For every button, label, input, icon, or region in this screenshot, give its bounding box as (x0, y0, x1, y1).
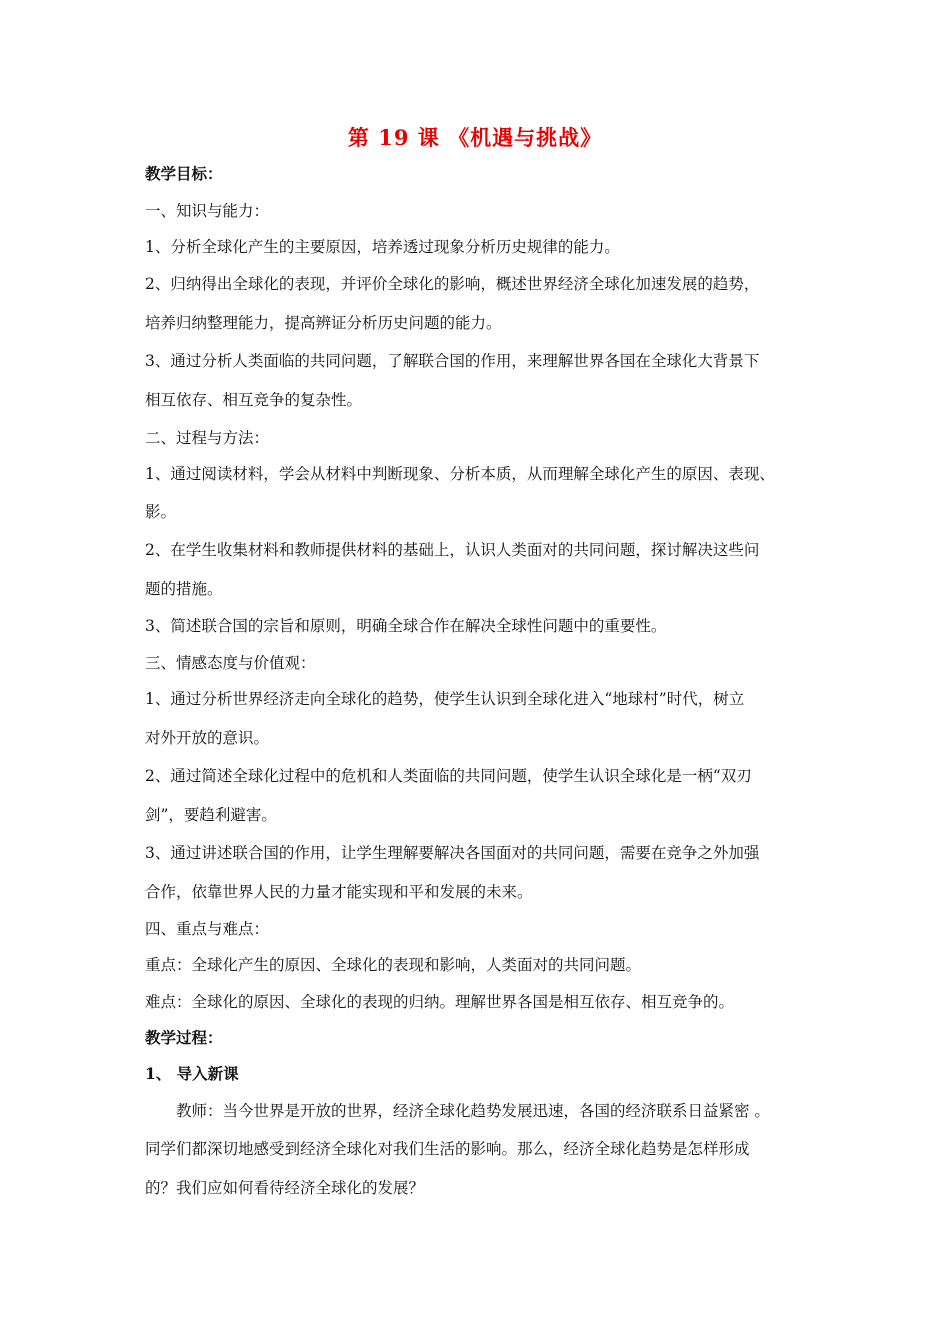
section3-item3-line2: 合作，依靠世界人民的力量才能实现和平和发展的未来。 (145, 883, 533, 901)
section4-heading: 四、重点与难点： (145, 920, 270, 938)
objectives-heading: 教学目标： (145, 164, 223, 183)
section2-item2-line2: 题的措施。 (145, 580, 223, 598)
section2-item1-line1: 1、通过阅读材料，学会从材料中判断现象、分析本质，从而理解全球化产生的原因、表现、 (145, 465, 775, 483)
section1-heading: 一、知识与能力： (145, 202, 270, 220)
section2-item2-line1: 2、在学生收集材料和教师提供材料的基础上，认识人类面对的共同问题，探讨解决这些问 (145, 541, 760, 559)
step1-paragraph-line2: 同学们都深切地感受到经济全球化对我们生活的影响。那么，经济全球化趋势是怎样形成 (145, 1140, 750, 1158)
process-heading: 教学过程： (145, 1028, 223, 1047)
section3-item2-line1: 2、通过简述全球化过程中的危机和人类面临的共同问题，使学生认识全球化是一柄“双刃 (145, 767, 752, 785)
section1-item3-line1: 3、通过分析人类面临的共同问题，了解联合国的作用，来理解世界各国在全球化大背景下 (145, 352, 760, 370)
section3-item2-line2: 剑”，要趋利避害。 (145, 806, 277, 824)
section2-item3: 3、简述联合国的宗旨和原则，明确全球合作在解决全球性问题中的重要性。 (145, 617, 667, 635)
section3-item3-line1: 3、通过讲述联合国的作用，让学生理解要解决各国面对的共同问题，需要在竞争之外加强 (145, 844, 760, 862)
difficult-points: 难点：全球化的原因、全球化的表现的归纳。理解世界各国是相互依存、相互竞争的。 (145, 993, 735, 1011)
step1-heading: 1、 导入新课 (145, 1064, 239, 1083)
section1-item3-line2: 相互依存、相互竞争的复杂性。 (145, 391, 363, 409)
section3-item1-line1: 1、通过分析世界经济走向全球化的趋势，使学生认识到全球化进入“地球村”时代，树立 (145, 690, 745, 708)
step1-paragraph-line3: 的？我们应如何看待经济全球化的发展？ (145, 1179, 425, 1197)
section1-item1: 1、分析全球化产生的主要原因，培养透过现象分析历史规律的能力。 (145, 238, 620, 256)
section2-heading: 二、过程与方法： (145, 429, 270, 447)
section3-heading: 三、情感态度与价值观： (145, 654, 316, 672)
section3-item1-line2: 对外开放的意识。 (145, 729, 270, 747)
key-points: 重点：全球化产生的原因、全球化的表现和影响，人类面对的共同问题。 (145, 956, 642, 974)
section1-item2-line2: 培养归纳整理能力，提高辨证分析历史问题的能力。 (145, 314, 502, 332)
section2-item1-line2: 影。 (145, 503, 177, 521)
section1-item2-line1: 2、归纳得出全球化的表现，并评价全球化的影响，概述世界经济全球化加速发展的趋势， (145, 275, 760, 293)
step1-paragraph-line1: 教师：当今世界是开放的世界，经济全球化趋势发展迅速，各国的经济联系日益紧密 。 (176, 1102, 770, 1120)
lesson-title: 第 19 课 《机遇与挑战》 (347, 125, 603, 150)
